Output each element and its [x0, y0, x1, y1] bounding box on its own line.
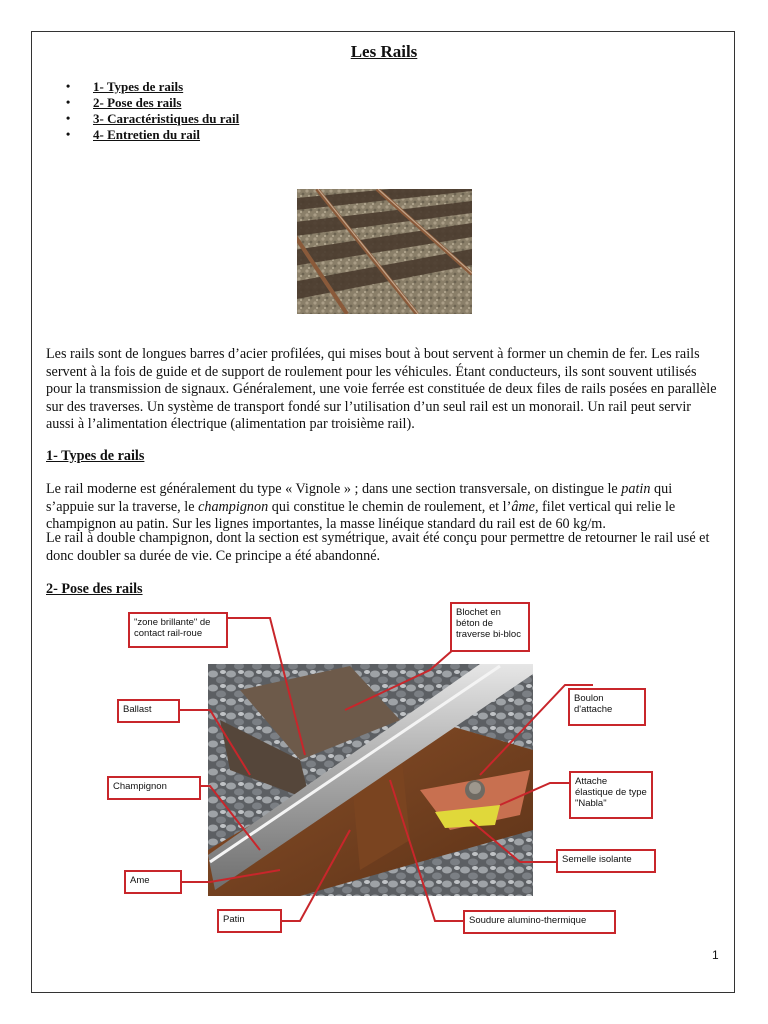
intro-paragraph: Les rails sont de longues barres d’acier profilées, qui mises bout à bout servent à former un chemin de fer. Les rails servent à la fois de guide et de support de roulement pour les véhicules. Étant conducteurs, ils sont souvent utilisés pour la transmission de signaux. Généralement, une voie ferrée est constituée de deux files de rails posées en parallèle sur des traverses. Un système de transport fondé sur l’utilisation d’un seul rail est un monorail. Un rail peut servir aussi à l’alimentation électrique (alimentation par troisième rail).	[46, 346, 717, 433]
bullet-icon: •	[66, 127, 71, 141]
rail-diagram-illustration	[100, 600, 660, 940]
label-semelle: Semelle isolante	[556, 849, 656, 873]
bullet-icon: •	[66, 79, 71, 93]
railway-track-photo	[297, 189, 472, 314]
rail-fastening-diagram	[100, 600, 660, 940]
label-ame: Ame	[124, 870, 182, 894]
section1-paragraph1: Le rail moderne est généralement du type « Vignole » ; dans une section transversale, on distingue le patin qui s’appuie sur la traverse, le champignon qui constitue le chemin de roulement, et l’âme, filet vertical qui relie le champignon au patin. Sur les lignes importantes, la masse linéique standard du rail est de 60 kg/m.	[46, 481, 676, 533]
bullet-icon: •	[66, 111, 71, 125]
toc-link-caracteristiques[interactable]: 3- Caractéristiques du rail	[93, 111, 240, 126]
page-number: 1	[712, 948, 719, 962]
page-title: Les Rails	[350, 42, 418, 61]
label-boulon: Boulon d'attache	[568, 688, 646, 726]
toc-link-entretien[interactable]: 4- Entretien du rail	[93, 127, 201, 142]
section1-heading: 1- Types de rails	[46, 448, 145, 464]
section1-paragraph2: Le rail à double champignon, dont la section est symétrique, avait été conçu pour permettre de retourner le rail usé et donc doubler sa durée de vie. Ce principe a été abandonné.	[46, 530, 710, 564]
label-zone-brillante: "zone brillante" de contact rail-roue	[128, 612, 228, 648]
section2-heading: 2- Pose des rails	[46, 581, 143, 597]
label-attache: Attache élastique de type "Nabla"	[569, 771, 653, 819]
bullet-icon: •	[66, 95, 71, 109]
label-blochet: Blochet en béton de traverse bi-bloc	[450, 602, 530, 652]
label-soudure: Soudure alumino-thermique	[463, 910, 616, 934]
toc-link-types[interactable]: 1- Types de rails	[93, 79, 184, 94]
toc-link-pose[interactable]: 2- Pose des rails	[93, 95, 182, 110]
label-patin: Patin	[217, 909, 282, 933]
label-champignon: Champignon	[107, 776, 201, 800]
track-photo-illustration	[297, 189, 472, 314]
label-ballast: Ballast	[117, 699, 180, 723]
